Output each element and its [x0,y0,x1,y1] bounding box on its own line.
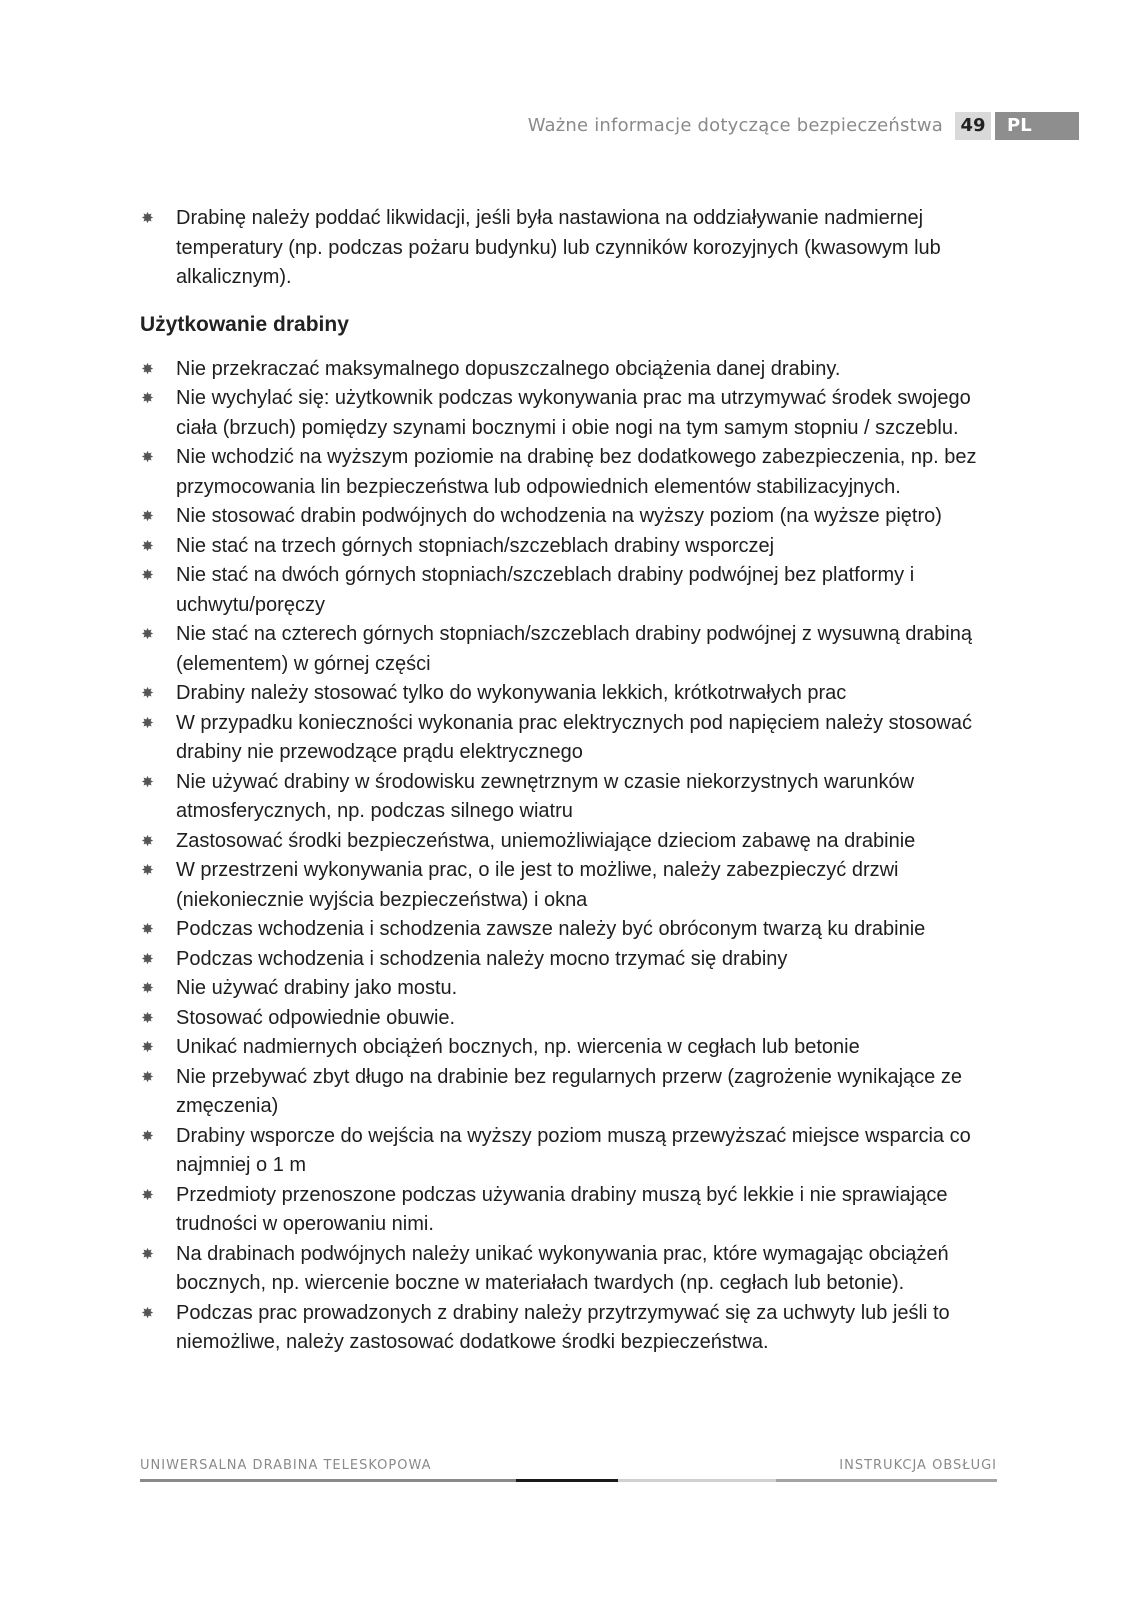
list-item-text: Nie stać na trzech górnych stopniach/szczeblach drabiny wsporczej [176,534,775,557]
language-tag: PL [995,112,1079,140]
list-item-text: Drabinę należy poddać likwidacji, jeśli była nastawiona na oddziaływanie nadmiernej temperatury (np. podczas pożaru budynku) lub czynników korozyjnych (kwasowym lub alkalicznym). [176,207,941,288]
list-item [140,532,995,562]
list-item [140,915,995,945]
footer-rule [776,1479,997,1482]
footer-right: INSTRUKCJA OBSŁUGI [839,1458,997,1473]
page-number: 49 [955,112,991,140]
gear-bullet-icon: ✸ [141,508,154,525]
gear-bullet-icon: ✸ [141,567,154,584]
list-item-text: Nie wchodzić na wyższym poziomie na drabinę bez dodatkowego zabezpieczenia, np. bez przymocowania lin bezpieczeństwa lub odpowiednich elementów stabilizacyjnych. [176,446,977,498]
gear-bullet-icon: ✸ [141,980,154,997]
gear-bullet-icon: ✸ [141,1068,154,1086]
list-item [140,945,995,975]
list-item [140,1240,995,1299]
gear-bullet-icon: ✸ [141,950,154,968]
gear-bullet-icon: ✸ [141,1009,154,1027]
gear-bullet-icon: ✸ [141,832,154,850]
list-item [140,355,995,385]
list-item-text: W przypadku konieczności wykonania prac elektrycznych pod napięciem należy stosować drabiny nie przewodzące prądu elektrycznego [176,711,972,763]
list-item [140,856,995,915]
intro-list [140,204,995,293]
list-item-text: W przestrzeni wykonywania prac, o ile jest to możliwe, należy zabezpieczyć drzwi (niekoniecznie wyjścia bezpieczeństwa) i okna [176,859,899,911]
gear-bullet-icon: ✸ [141,685,154,702]
gear-bullet-icon: ✸ [141,714,154,732]
main-content [140,204,995,1358]
list-item-text: Unikać nadmiernych obciążeń bocznych, np. wiercenia w cegłach lub betonie [176,1036,860,1058]
list-item [140,1181,995,1240]
list-item [140,974,995,1004]
gear-bullet-icon: ✸ [141,862,154,879]
list-item [140,1063,995,1122]
list-item [140,1033,995,1063]
list-item [140,502,995,532]
gear-bullet-icon: ✸ [141,390,154,407]
list-item [140,827,995,857]
list-item-text: Stosować odpowiednie obuwie. [176,1006,456,1029]
list-item-text: Nie stać na dwóch górnych stopniach/szczeblach drabiny podwójnej bez platformy i uchwytu/poręczy [176,564,915,616]
section-heading: Użytkowanie drabiny [140,312,349,336]
header-title: Ważne informacje dotyczące bezpieczeństwa [527,115,943,136]
list-item [140,1004,995,1034]
gear-bullet-icon: ✸ [141,626,154,643]
list-item-text: Zastosować środki bezpieczeństwa, uniemożliwiające dzieciom zabawę na drabinie [176,829,916,852]
gear-bullet-icon: ✸ [141,1127,154,1145]
gear-bullet-icon: ✸ [141,773,154,791]
footer-rule [618,1479,776,1482]
list-item-text: Na drabinach podwójnych należy unikać wykonywania prac, które wymagając obciążeń bocznych, np. wiercenie boczne w materiałach twardych (np. cegłach lub betonie). [176,1242,949,1294]
list-item-text: Nie przebywać zbyt długo na drabinie bez regularnych przerw (zagrożenie wynikające ze zmęczenia) [176,1065,962,1117]
gear-bullet-icon: ✸ [141,537,154,555]
list-item [140,620,995,679]
section-list [140,355,995,1358]
list-item-text: Drabiny wsporcze do wejścia na wyższy poziom muszą przewyższać miejsce wsparcia co najmniej o 1 m [176,1124,971,1176]
footer-rule [140,1479,516,1482]
list-item [140,1299,995,1358]
gear-bullet-icon: ✸ [141,1039,154,1056]
list-item [140,384,995,443]
list-item-text: Drabiny należy stosować tylko do wykonywania lekkich, krótkotrwałych prac [176,682,847,704]
list-item-text: Nie przekraczać maksymalnego dopuszczalnego obciążenia danej drabiny. [176,357,841,380]
gear-bullet-icon: ✸ [141,921,154,938]
list-item [140,561,995,620]
list-item-text: Nie wychylać się: użytkownik podczas wykonywania prac ma utrzymywać środek swojego ciała (brzuch) pomiędzy szynami bocznymi i obie nogi na tym samym stopniu / szczeblu. [176,387,971,439]
gear-bullet-icon: ✸ [141,360,154,378]
gear-bullet-icon: ✸ [141,1245,154,1263]
list-item-text: Podczas wchodzenia i schodzenia zawsze należy być obróconym twarzą ku drabinie [176,918,926,940]
list-item [140,204,995,293]
list-item-text: Nie stać na czterech górnych stopniach/szczeblach drabiny podwójnej z wysuwną drabiną (elementem) w górnej części [176,623,972,675]
gear-bullet-icon: ✸ [141,1186,154,1204]
page-header [528,112,1079,140]
gear-bullet-icon: ✸ [141,1304,154,1322]
footer-rule [516,1479,618,1482]
list-item-text: Nie używać drabiny w środowisku zewnętrznym w czasie niekorzystnych warunków atmosferycznych, np. podczas silnego wiatru [176,770,915,822]
footer-left: UNIWERSALNA DRABINA TELESKOPOWA [140,1458,432,1473]
list-item [140,768,995,827]
list-item [140,1122,995,1181]
list-item-text: Nie stosować drabin podwójnych do wchodzenia na wyższy poziom (na wyższe piętro) [176,505,942,527]
list-item [140,679,995,709]
gear-bullet-icon: ✸ [141,210,154,227]
list-item-text: Nie używać drabiny jako mostu. [176,977,458,999]
list-item [140,443,995,502]
list-item [140,709,995,768]
list-item-text: Podczas wchodzenia i schodzenia należy mocno trzymać się drabiny [176,947,788,970]
gear-bullet-icon: ✸ [141,449,154,466]
list-item-text: Podczas prac prowadzonych z drabiny należy przytrzymywać się za uchwyty lub jeśli to niemożliwe, należy zastosować dodatkowe środki bezpieczeństwa. [176,1301,950,1353]
list-item-text: Przedmioty przenoszone podczas używania drabiny muszą być lekkie i nie sprawiające trudności w operowaniu nimi. [176,1183,948,1235]
